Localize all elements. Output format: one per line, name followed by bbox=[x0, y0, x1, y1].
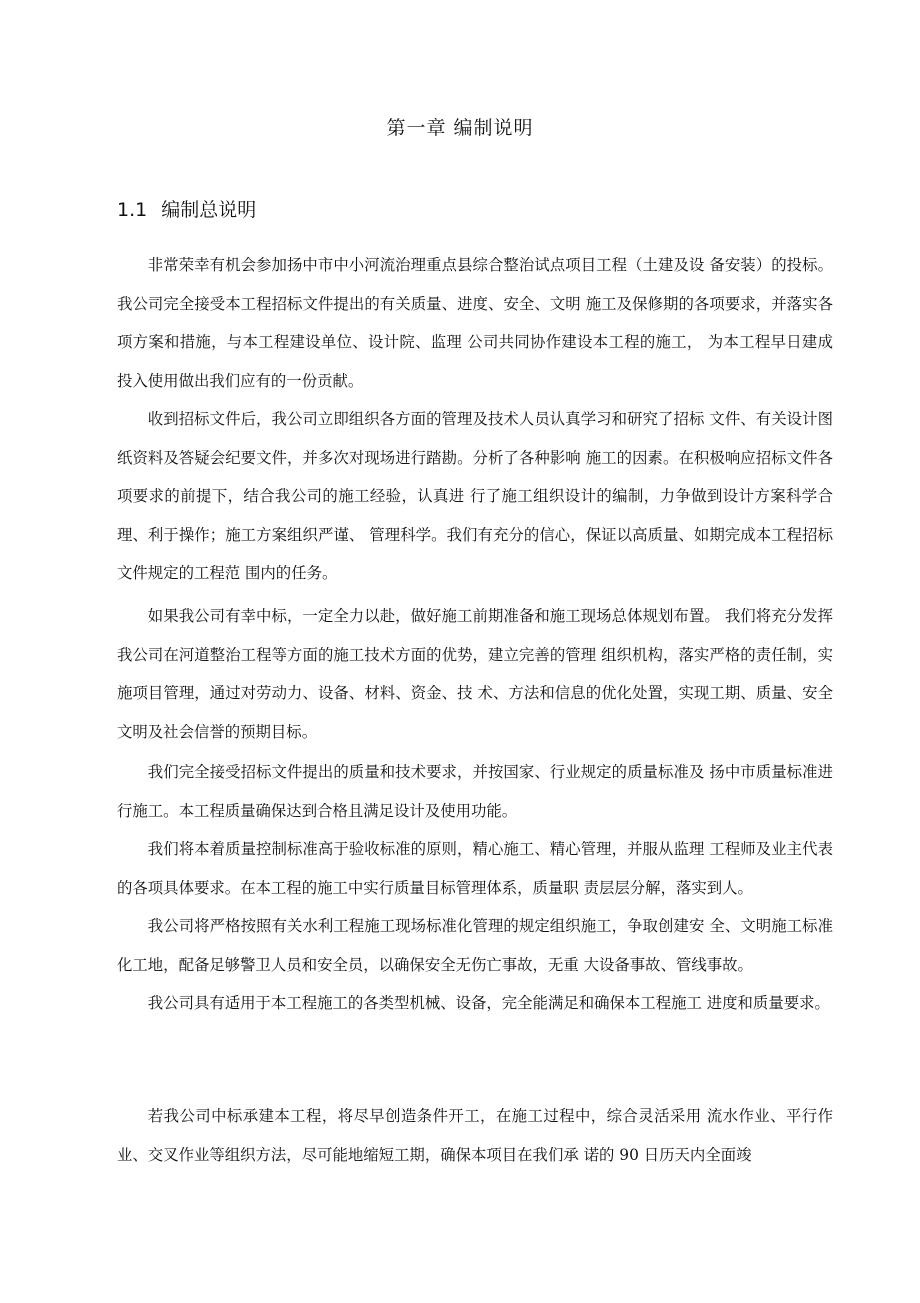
paragraph: 收到招标文件后，我公司立即组织各方面的管理及技术人员认真学习和研究了招标 文件、有关设计图纸资料及答疑会纪要文件，并多次对现场进行踏勘。分析了各种影响 施工的因素。在积极响应招标文件各项要求的前提下，结合我公司的施工经验，认真进 行了施工组织设计的编制，力争做到设计方案科学合理、利于操作；施工方案组织严谨、 管理科学。我们有充分的信心，保证以高质量、如期完成本工程招标文件规定的工程范 围内的任务。 bbox=[117, 410, 833, 582]
paragraph: 非常荣幸有机会参加扬中市中小河流治理重点县综合整治试点项目工程（土建及设 备安装）的投标。我公司完全接受本工程招标文件提出的有关质量、进度、安全、文明 施工及保修期的各项要求，并落实各项方案和措施，与本工程建设单位、设计院、监理 公司共同协作建设本工程的施工， 为本工程早日建成投入使用做出我们应有的一份贡献。 bbox=[117, 256, 833, 390]
section-number: 1.1 bbox=[117, 199, 148, 221]
paragraph: 我公司将严格按照有关水利工程施工现场标准化管理的规定组织施工，争取创建安 全、文明施工标准化工地，配备足够警卫人员和安全员，以确保安全无伤亡事故，无重 大设备事故、管线事故。 bbox=[117, 917, 833, 974]
section-heading bbox=[117, 195, 256, 222]
paragraph: 如果我公司有幸中标，一定全力以赴，做好施工前期准备和施工现场总体规划布置。 我们将充分发挥我公司在河道整治工程等方面的施工技术方面的优势，建立完善的管理 组织机构，落实严格的责任制，实施项目管理，通过对劳动力、设备、材料、资金、技 术、方法和信息的优化处置，实现工期、质量、安全文明及社会信誉的预期目标。 bbox=[117, 607, 833, 741]
paragraph: 我们将本着质量控制标准高于验收标准的原则，精心施工、精心管理，并服从监理 工程师及业主代表的各项具体要求。在本工程的施工中实行质量目标管理体系，质量职 责层层分解，落实到人。 bbox=[117, 840, 833, 897]
chapter-title: 第一章 编制说明 bbox=[386, 117, 534, 139]
paragraph: 我公司具有适用于本工程施工的各类型机械、设备，完全能满足和确保本工程施工 进度和质量要求。 bbox=[147, 994, 830, 1012]
paragraph: 若我公司中标承建本工程，将尽早创造条件开工，在施工过程中，综合灵活采用 流水作业、平行作业、交叉作业等组织方法，尽可能地缩短工期，确保本项目在我们承 诺的 90 日历天内全面竣 bbox=[117, 1107, 833, 1164]
section-title: 编制总说明 bbox=[161, 199, 257, 221]
paragraph: 我们完全接受招标文件提出的质量和技术要求，并按国家、行业规定的质量标准及 扬中市质量标准进行施工。本工程质量确保达到合格且满足设计及使用功能。 bbox=[117, 763, 833, 820]
